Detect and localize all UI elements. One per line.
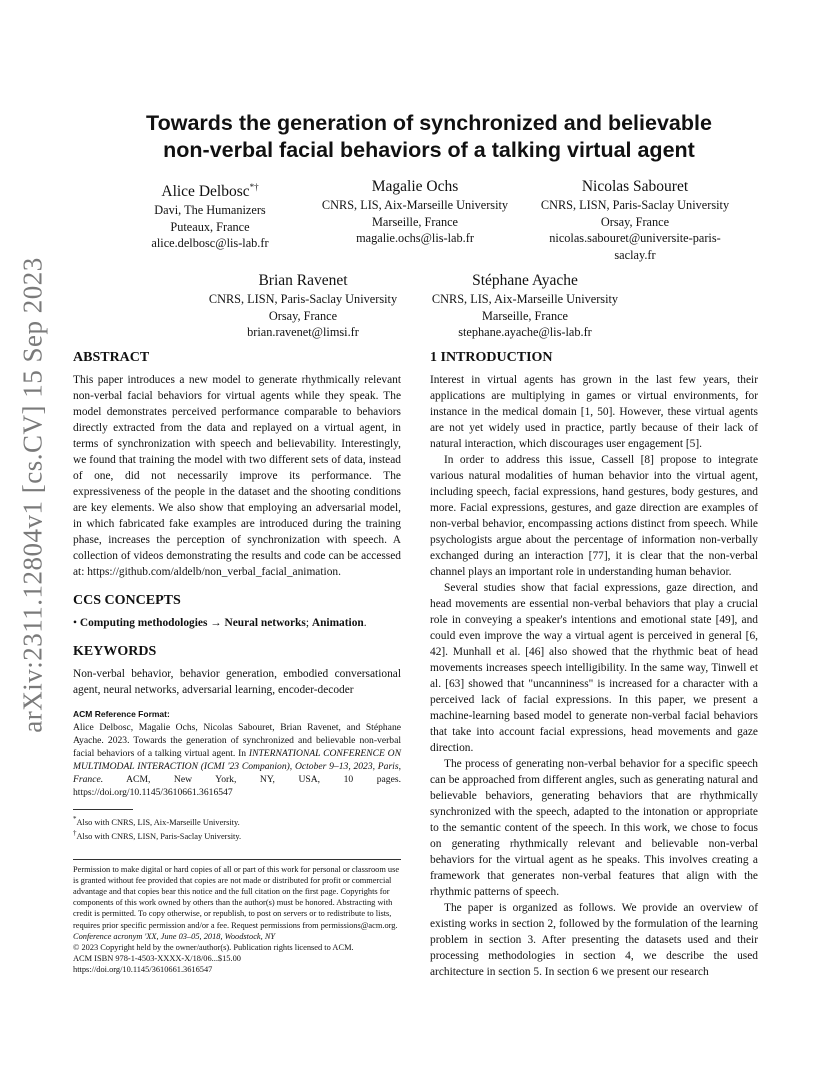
author-affiliation: CNRS, LIS, Aix-Marseille University <box>321 198 509 212</box>
acm-ref-venue: INTERNATIONAL CONFERENCE ON MULTIMODAL INTERACTION (ICMI '23 Companion), October 9–13, 2023, Paris, France. <box>73 748 402 785</box>
footnote-1 <box>73 814 401 828</box>
acm-ref-text-2: ACM, New York, NY, USA, 10 pages. https://doi.org/10.1145/3610661.3616547 <box>73 774 401 798</box>
footnote-divider <box>73 809 133 810</box>
ccs-end: . <box>363 617 367 629</box>
conference-acronym-text: Conference acronym 'XX, June 03–05, 2018, Woodstock, NY <box>73 931 276 941</box>
author-location: Puteaux, France <box>170 219 250 234</box>
ccs-heading: CCS CONCEPTS <box>73 593 181 608</box>
ccs-item-3: Animation <box>311 617 364 629</box>
author-name: Nicolas Sabouret <box>581 178 689 195</box>
right-column <box>430 349 758 980</box>
acm-ref-text-1: Alice Delbosc, Magalie Ochs, Nicolas Sabouret, Brian Ravenet, and Stéphane Ayache. 2023. Towards the generation of synchronized and believable non-verbal facial behaviors of a talking virtual agent. In <box>73 722 401 759</box>
author-block-1 <box>110 177 310 252</box>
intro-paragraph-5: The paper is organized as follows. We provide an overview of existing works in section 2, followed by the formulation of the learning problem in section 3. After presenting the datasets used and their processing methodologies in section 4, we describe the used architecture in section 5. In section 6 we present our research <box>430 902 758 978</box>
acm-reference <box>73 721 401 799</box>
intro-paragraph-2: In order to address this issue, Cassell [8] propose to integrate various natural modalities of human behavior into the virtual agent, including speech, facial expressions, hand gestures, body gestures, and more. Facial expressions, gestures, and gaze direction are examples of non-verbal behavior, encompassing actions distinct from speech. While psychologists argue about the percentage of information non-verbally exchanged during an interaction [77], it is clear that the non-verbal channel plays an important role in understanding human behavior. <box>430 454 758 578</box>
author-affiliation: CNRS, LISN, Paris-Saclay University <box>540 198 730 212</box>
abstract-heading: ABSTRACT <box>73 350 150 365</box>
intro-paragraph-3: Several studies show that facial expressions, gaze direction, and head movements are essential non-verbal behaviors that play a crucial role in conveying a speaker's intentions and emotional state [49], and could even improve the way a virtual agent is perceived in general [6, 42]. Munhall et al. [46] also showed that the rhythmic beat of head movements increases speech intelligibility. In the same way, Tinwell et al. [63] showed that "uncanniness" is increased for a character with a perceived lack of facial expressions. In this paper, we present a machine-learning based model to generate non-verbal facial behaviors that take into account facial expressions, head movements and gaze direction. <box>430 582 758 754</box>
author-location: Marseille, France <box>371 214 459 229</box>
author-email: nicolas.sabouret@universite-paris- <box>549 231 721 245</box>
author-location: Orsay, France <box>268 308 338 323</box>
author-block-3 <box>532 177 738 263</box>
permission-divider <box>73 859 401 860</box>
permission-notice: Permission to make digital or hard copies of all or part of this work for personal or classroom use is granted without fee provided that copies are not made or distributed for profit or commercial advantage and that copies bear this notice and the full citation on the first page. Copyrights for components of this work owned by others than the author(s) must be honored. Abstracting with credit is permitted. To copy otherwise, or republish, to post on servers or to redistribute to lists, requires prior specific permission and/or a fee. Request permissions from permissions@acm.org. <box>73 864 400 930</box>
copyright-notice: © 2023 Copyright held by the owner/author(s). Publication rights licensed to ACM. <box>73 943 354 953</box>
footnote-text: Also with CNRS, LISN, Paris-Saclay University. <box>76 832 242 842</box>
acm-reference-heading: ACM Reference Format: <box>73 709 170 719</box>
ccs-item-2: Neural networks <box>224 617 306 629</box>
keywords-heading: KEYWORDS <box>73 644 157 659</box>
author-affiliation: Davi, The Humanizers <box>154 203 266 218</box>
arxiv-id: arXiv:2311.12804v1 [cs.CV] 15 Sep 2023 <box>17 257 48 733</box>
ccs-separator: ; <box>305 617 309 629</box>
abstract-text: This paper introduces a new model to generate rhythmically relevant non-verbal facial behaviors for virtual agents while they speak. The model demonstrates perceived performance comparable to behaviors directly extracted from the data and replayed on a virtual agent, in terms of synchronization with speech and believability. Interestingly, we found that training the model with two different sets of data, instead of one, did not necessarily improve its performance. The expressiveness of the people in the dataset and the shooting conditions are key elements. We also show that employing an adversarial model, in which fabricated fake examples are introduced during the training phase, increases the perception of synchronization with speech. A collection of videos demonstrating the results and code can be accessed at: https://github.com/aldelb/non_verbal_facial_animation. <box>73 374 401 578</box>
left-column <box>73 349 401 976</box>
author-location: Marseille, France <box>481 308 569 323</box>
introduction-heading: 1 INTRODUCTION <box>430 350 553 365</box>
title-line-2: non-verbal facial behaviors of a talking virtual agent <box>163 138 695 162</box>
author-affiliation: CNRS, LISN, Paris-Saclay University <box>208 292 398 306</box>
author-email: brian.ravenet@limsi.fr <box>247 325 359 339</box>
author-block-4 <box>200 271 406 341</box>
footnote-mark: * <box>73 815 77 823</box>
author-name: Brian Ravenet <box>258 272 348 289</box>
ccs-concepts <box>73 615 401 631</box>
doi-link[interactable]: https://doi.org/10.1145/3610661.3616547 <box>73 965 213 975</box>
footnote-mark: † <box>73 829 77 838</box>
conference-acronym <box>73 931 401 942</box>
author-footnote-marks: *† <box>249 182 259 192</box>
arxiv-identifier-sidebar <box>17 257 48 733</box>
author-affiliation: CNRS, LIS, Aix-Marseille University <box>431 292 619 306</box>
author-name: Magalie Ochs <box>371 178 459 195</box>
author-email: stephane.ayache@lis-lab.fr <box>458 325 592 339</box>
ccs-arrow: → <box>210 617 222 629</box>
ccs-item-1: Computing methodologies <box>79 617 208 629</box>
isbn: ACM ISBN 978-1-4503-XXXX-X/18/06...$15.00 <box>73 954 241 964</box>
author-block-5 <box>422 271 628 341</box>
ccs-bullet: • <box>73 617 77 629</box>
paper-title <box>80 110 778 164</box>
footnote-2 <box>73 828 401 842</box>
intro-paragraph-4: The process of generating non-verbal behavior for a specific speech can be approached from different angles, such as generating natural and believable behaviors, generating behaviors that are rhythmically synchronized with the speech, adapted to the intonation or appropriate to the semantic content of the speech. In this work, we chose to focus on generating rhythmically relevant and believable non-verbal behaviors for the virtual agent as he speaks. This involves creating a framework that generates non-verbal features that align with the rhythmic patterns of speech. <box>430 758 758 898</box>
title-line-1: Towards the generation of synchronized and believable <box>146 111 712 135</box>
keywords-text: Non-verbal behavior, behavior generation, embodied conversational agent, neural networks, adversarial learning, encoder-decoder <box>73 668 401 696</box>
author-block-2 <box>312 177 518 247</box>
author-email: magalie.ochs@lis-lab.fr <box>356 231 474 245</box>
intro-paragraph-1: Interest in virtual agents has grown in the last few years, their applications are multiplying in games or virtual environments, for instance in the medical domain [1, 50]. However, these virtual agents are not yet widely used in practice, partly because of their lack of natural interaction, which discourages user engagement [5]. <box>430 374 758 450</box>
author-email: alice.delbosc@lis-lab.fr <box>151 236 269 251</box>
author-email-cont: saclay.fr <box>614 247 656 262</box>
author-name: Stéphane Ayache <box>472 272 578 289</box>
footnote-text: Also with CNRS, LIS, Aix-Marseille University. <box>76 817 240 827</box>
author-location: Orsay, France <box>600 214 670 229</box>
author-name: Alice Delbosc <box>161 183 250 201</box>
